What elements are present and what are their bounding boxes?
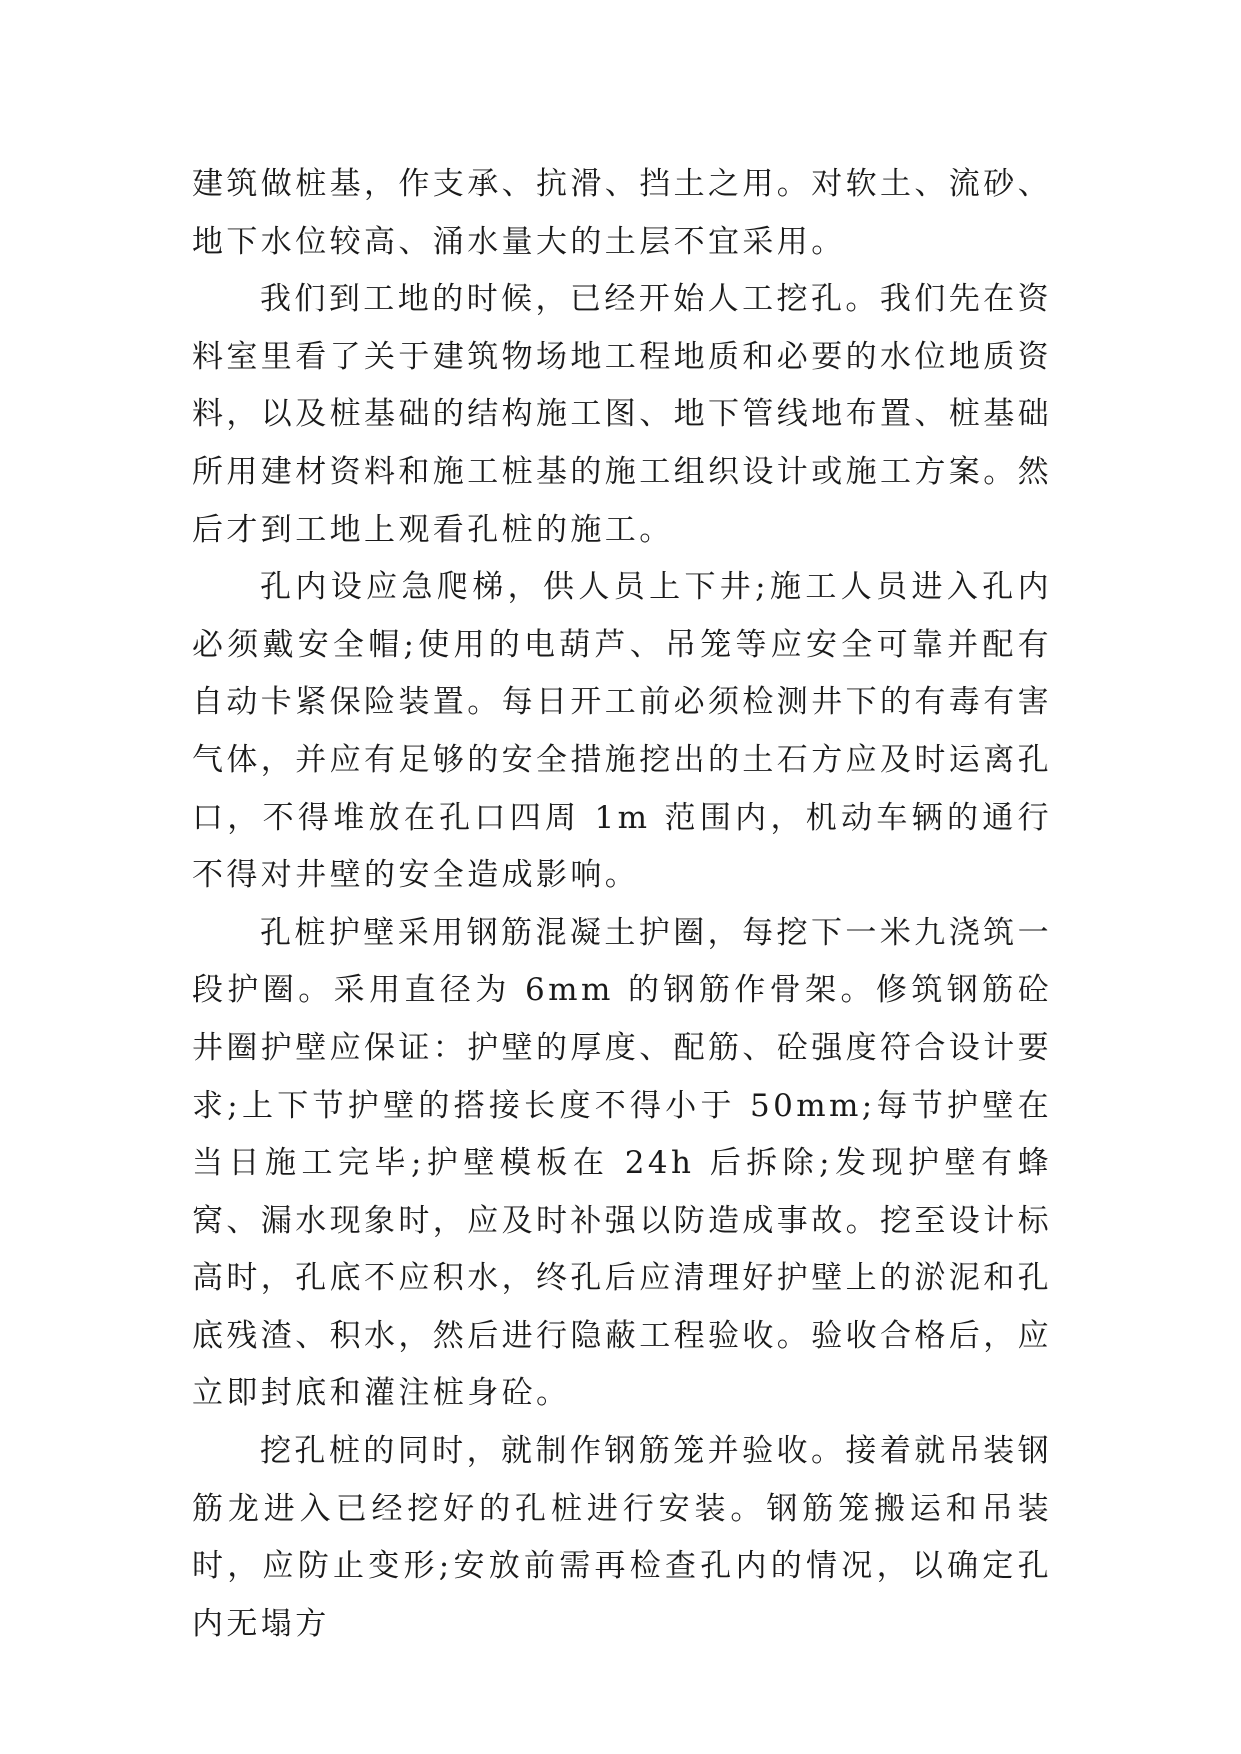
paragraph-1: 建筑做桩基，作支承、抗滑、挡土之用。对软土、流砂、地下水位较高、涌水量大的土层不宜采用。	[192, 166, 1052, 260]
paragraph-5: 挖孔桩的同时，就制作钢筋笼并验收。接着就吊装钢筋龙进入已经挖好的孔桩进行安装。钢筋笼搬运和吊装时，应防止变形;安放前需再检查孔内的情况，以确定孔内无塌方	[192, 1433, 1052, 1642]
paragraph-4: 孔桩护壁采用钢筋混凝土护圈，每挖下一米九浇筑一段护圈。采用直径为 6mm 的钢筋作骨架。修筑钢筋砼井圈护壁应保证：护壁的厚度、配筋、砼强度符合设计要求;上下节护壁的搭接长度不得小于 50mm;每节护壁在当日施工完毕;护壁模板在 24h 后拆除;发现护壁有蜂窝、漏水现象时，应及时补强以防造成事故。挖至设计标高时，孔底不应积水，终孔后应清理好护壁上的淤泥和孔底残渣、积水，然后进行隐蔽工程验收。验收合格后，应立即封底和灌注桩身砼。	[192, 914, 1052, 1412]
paragraph-3: 孔内设应急爬梯，供人员上下井;施工人员进入孔内必须戴安全帽;使用的电葫芦、吊笼等应安全可靠并配有自动卡紧保险装置。每日开工前必须检测井下的有毒有害气体，并应有足够的安全措施挖出的土石方应及时运离孔口，不得堆放在孔口四周 1m 范围内，机动车辆的通行不得对井壁的安全造成影响。	[192, 569, 1052, 894]
document-body	[192, 156, 1052, 1653]
paragraph-2: 我们到工地的时候，已经开始人工挖孔。我们先在资料室里看了关于建筑物场地工程地质和必要的水位地质资料，以及桩基础的结构施工图、地下管线地布置、桩基础所用建材资料和施工桩基的施工组织设计或施工方案。然后才到工地上观看孔桩的施工。	[192, 281, 1052, 548]
